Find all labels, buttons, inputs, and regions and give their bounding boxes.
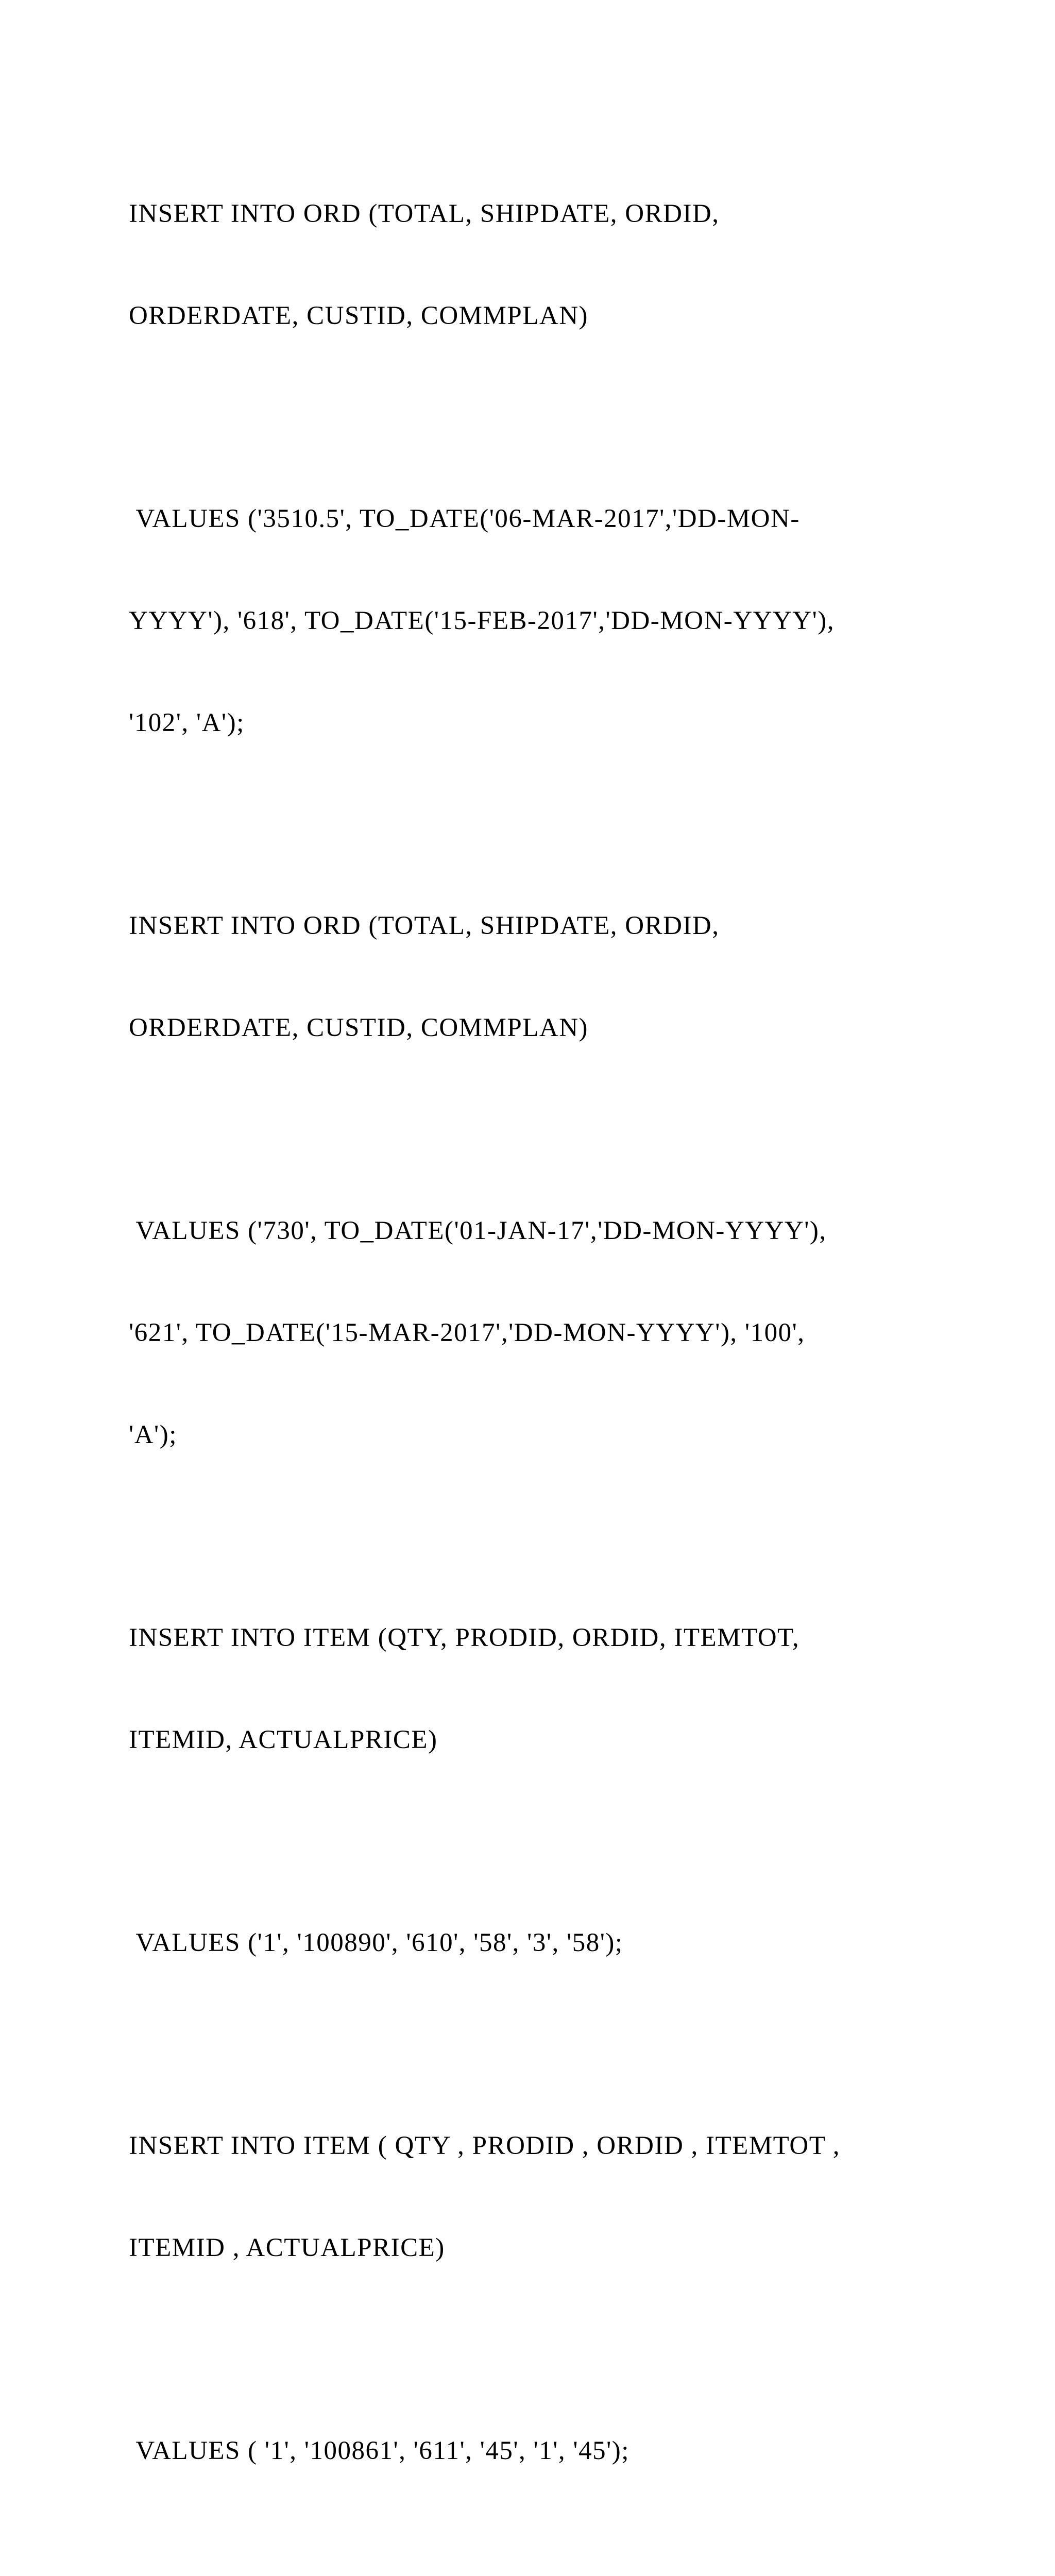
sql-values-item-1 xyxy=(129,1858,932,2028)
text-line: VALUES ( '1', '100861', '611', '45', '1', '45'); xyxy=(129,2436,629,2465)
text-line: '621', TO_DATE('15-MAR-2017','DD-MON-YYYY'), '100', xyxy=(129,1318,805,1347)
text-line: '102', 'A'); xyxy=(129,708,245,737)
text-line: VALUES ('1', '100890', '610', '58', '3', '58'); xyxy=(129,1928,623,1957)
text-line: 'A'); xyxy=(129,1420,177,1449)
sql-insert-item-2 xyxy=(129,2061,932,2333)
sql-insert-item-3 xyxy=(129,2569,932,2576)
sql-values-ord-2 xyxy=(129,1146,932,1520)
sql-values-item-2 xyxy=(129,2366,932,2536)
text-line: ORDERDATE, CUSTID, COMMPLAN) xyxy=(129,301,589,330)
sql-values-ord-1 xyxy=(129,434,932,808)
text-line: ITEMID, ACTUALPRICE) xyxy=(129,1725,438,1754)
document-body xyxy=(129,129,932,2576)
sql-insert-item-1 xyxy=(129,1553,932,1825)
text-line: INSERT INTO ORD (TOTAL, SHIPDATE, ORDID, xyxy=(129,911,720,940)
sql-insert-ord-1 xyxy=(129,129,932,401)
text-line: VALUES ('730', TO_DATE('01-JAN-17','DD-MON-YYYY'), xyxy=(129,1216,827,1245)
text-line: ORDERDATE, CUSTID, COMMPLAN) xyxy=(129,1013,589,1042)
sql-insert-ord-2 xyxy=(129,841,932,1113)
text-line: ITEMID , ACTUALPRICE) xyxy=(129,2233,445,2262)
text-line: INSERT INTO ITEM (QTY, PRODID, ORDID, ITEMTOT, xyxy=(129,1623,800,1652)
text-line: INSERT INTO ORD (TOTAL, SHIPDATE, ORDID, xyxy=(129,199,720,228)
text-line: INSERT INTO ITEM ( QTY , PRODID , ORDID , ITEMTOT , xyxy=(129,2131,840,2160)
text-line: VALUES ('3510.5', TO_DATE('06-MAR-2017','DD-MON- xyxy=(129,504,800,533)
text-line: YYYY'), '618', TO_DATE('15-FEB-2017','DD-MON-YYYY'), xyxy=(129,606,835,635)
